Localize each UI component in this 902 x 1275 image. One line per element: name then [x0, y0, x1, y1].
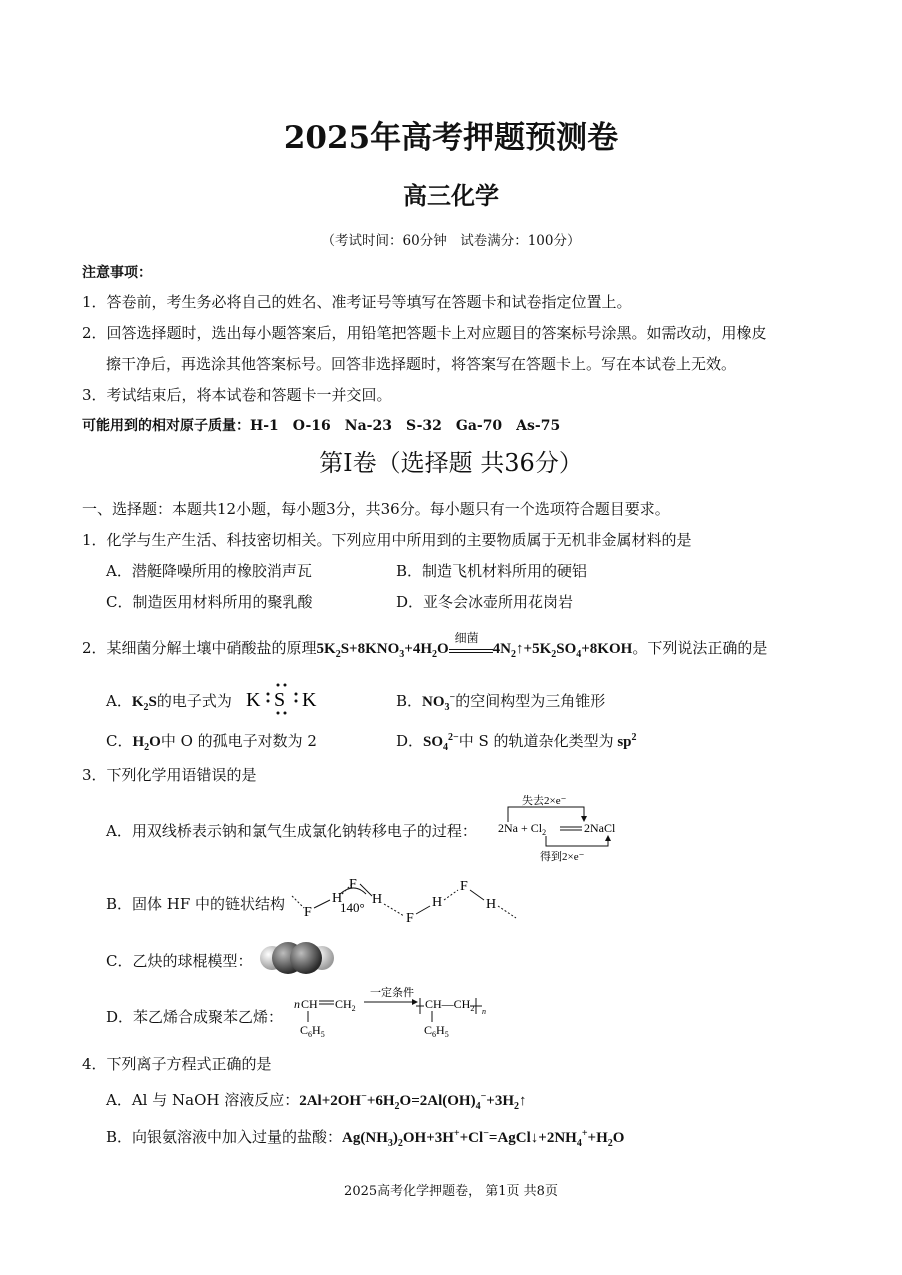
q2-condition: 细菌 — [454, 631, 479, 645]
lose-electron-label: 失去2×e⁻ — [522, 795, 567, 807]
q1-option-a: A．潜艇降噪所用的橡胶消声瓦 — [106, 562, 312, 580]
notice-item-3: 3．考试结束后，将本试卷和答题卡一并交回。 — [82, 386, 392, 404]
q1-option-b: B．制造飞机材料所用的硬铝 — [396, 562, 588, 580]
svg-text:2NaCl: 2NaCl — [584, 821, 616, 835]
exam-info: （考试时间：60分钟 试卷满分：100分） — [321, 233, 581, 249]
q1-option-d: D．亚冬会冰壶所用花岗岩 — [396, 593, 574, 611]
svg-text:n: n — [482, 1007, 486, 1016]
svg-text:CH2: $CH_2$ — [335, 997, 356, 1013]
notice-heading: 注意事项： — [82, 265, 152, 281]
svg-text:CH: CH — [301, 997, 318, 1011]
q2-option-a: A．$K_2S$的电子式为 — [106, 692, 232, 713]
svg-text:F: F — [406, 911, 414, 926]
svg-text:F: F — [349, 877, 357, 892]
svg-text:F: F — [460, 879, 468, 894]
q1-stem: 1．化学与生产生活、科技密切相关。下列应用中所用到的主要物质属于无机非金属材料的是 — [82, 531, 692, 549]
svg-text:H: H — [432, 895, 443, 910]
q2-arrow — [449, 631, 493, 653]
q2-stem-prefix: 2．某细菌分解土壤中硝酸盐的原理 — [82, 639, 317, 657]
q1-option-c: C．制造医用材料所用的聚乳酸 — [106, 593, 313, 611]
k2s-electron-dot-formula — [244, 680, 324, 716]
q2-equation-right: $4N_2↑+5K_2SO_4+8KOH$ — [492, 641, 633, 660]
q2-option-c: C．$H_2O$中 O 的孤电子对数为 2 — [106, 732, 317, 753]
page-footer: 2025高考化学押题卷， 第1页 共8页 — [344, 1184, 558, 1199]
bond-angle-label: 140° — [340, 900, 365, 915]
acetylene-ball-model — [258, 940, 336, 976]
notice-item-2b: 擦干净后，再选涂其他答案标号。回答非选择题时，将答案写在答题卡上。写在本试卷上无效。 — [106, 355, 737, 373]
q2-equation-left: $5K_2S+8KNO_3+4H_2O$ — [316, 641, 449, 660]
svg-text:F: F — [304, 905, 312, 920]
q4-option-a: A．Al 与 NaOH 溶液反应：$2Al+2OH^-+6H_2O=2Al(OH)_4^-+3H_2↑$ — [106, 1091, 527, 1112]
polystyrene-reaction — [292, 984, 504, 1040]
svg-text:K: K — [302, 689, 317, 711]
svg-text:2Na + Cl2: $2Na + Cl_2$ — [498, 821, 547, 837]
q3-option-d: D．苯乙烯合成聚苯乙烯： — [106, 1008, 284, 1026]
svg-text:K: K — [246, 689, 261, 711]
hf-chain-structure — [288, 872, 524, 928]
q3-option-c: C．乙炔的球棍模型： — [106, 952, 253, 970]
q2-stem-suffix: 。下列说法正确的是 — [632, 639, 768, 657]
exam-subtitle: 高三化学 — [403, 181, 499, 210]
svg-text:H: H — [372, 892, 383, 907]
notice-item-2a: 2．回答选择题时，选出每小题答案后，用铅笔把答题卡上对应题目的答案标号涂黑。如需改动，用橡皮 — [82, 324, 767, 342]
gain-electron-label: 得到2×e⁻ — [540, 851, 585, 863]
svg-text:CH—CH2: $CH—CH_2$ — [425, 997, 475, 1013]
q2-option-d: D．$SO_4^{2-}$中 S 的轨道杂化类型为 $sp^2$ — [396, 732, 637, 753]
q3-option-a: A．用双线桥表示钠和氯气生成氯化钠转移电子的过程： — [106, 822, 477, 840]
q4-stem: 4．下列离子方程式正确的是 — [82, 1055, 272, 1073]
svg-text:H: H — [486, 897, 497, 912]
notice-item-1: 1．答卷前，考生务必将自己的姓名、准考证号等填写在答题卡和试卷指定位置上。 — [82, 293, 632, 311]
double-line-bridge-diagram — [496, 792, 620, 864]
q2-stem — [82, 631, 768, 660]
q3-option-b: B．固体 HF 中的链状结构 — [106, 895, 286, 913]
svg-text:C6H5: $C_6H_5$ — [300, 1023, 325, 1039]
svg-text:C6H5: $C_6H_5$ — [424, 1023, 449, 1039]
section-instruction: 一、选择题：本题共12小题，每小题3分，共36分。每小题只有一个选项符合题目要求。 — [82, 500, 670, 518]
svg-text:S: S — [274, 689, 286, 711]
section-title: 第Ⅰ卷（选择题 共36分） — [319, 449, 583, 477]
atomic-mass-values: H-1 O-16 Na-23 S-32 Ga-70 As-75 — [250, 418, 561, 434]
q4-a-equation: $2Al+2OH^-+6H_2O=2Al(OH)_4^-+3H_2↑$ — [299, 1091, 527, 1112]
q2-option-b: B．$NO_3^-$的空间构型为三角锥形 — [396, 692, 606, 713]
reaction-condition: 一定条件 — [370, 987, 414, 999]
svg-text:n: n — [294, 997, 300, 1011]
atomic-mass-label: 可能用到的相对原子质量： — [82, 418, 250, 434]
q3-stem: 3．下列化学用语错误的是 — [82, 766, 257, 784]
svg-text:H: H — [332, 891, 343, 906]
atomic-mass-line — [82, 415, 560, 435]
q4-option-b: B．向银氨溶液中加入过量的盐酸：$Ag(NH_3)_2OH+3H^++Cl^-=AgCl↓+2NH_4^++H_2O$ — [106, 1128, 625, 1149]
exam-title: 2025年高考押题预测卷 — [283, 120, 619, 156]
q4-b-equation: $Ag(NH_3)_2OH+3H^++Cl^-=AgCl↓+2NH_4^++H_2O$ — [342, 1128, 625, 1149]
